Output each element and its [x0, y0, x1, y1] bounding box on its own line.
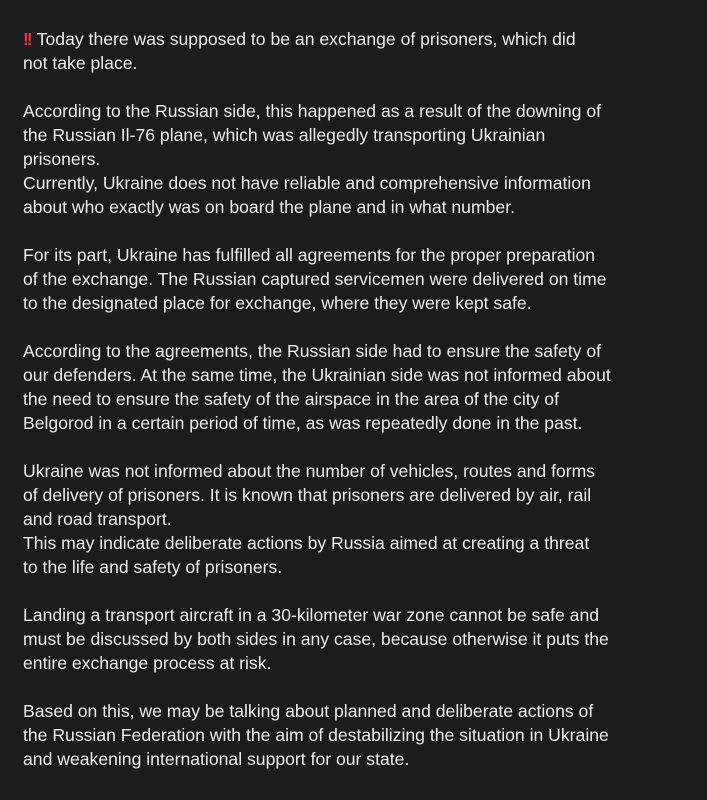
- double-exclamation-icon: !!: [23, 29, 31, 49]
- text-line: and weakening international support for our state.: [23, 749, 410, 769]
- text-line: Based on this, we may be talking about planned and deliberate actions of: [23, 701, 594, 721]
- text-line: of the exchange. The Russian captured servicemen were delivered on time: [23, 269, 607, 289]
- text-line: According to the agreements, the Russian side had to ensure the safety of: [23, 341, 602, 361]
- text-line: and road transport.: [23, 509, 172, 529]
- text-line: of delivery of prisoners. It is known that prisoners are delivered by air, rail: [23, 485, 592, 505]
- paragraph-7: [23, 699, 687, 771]
- paragraph-2: [23, 99, 687, 219]
- paragraph-3: [23, 243, 687, 315]
- text-line: For its part, Ukraine has fulfilled all agreements for the proper preparation: [23, 245, 596, 265]
- text-line: not take place.: [23, 53, 138, 73]
- text-line: This may indicate deliberate actions by Russia aimed at creating a threat: [23, 533, 590, 553]
- text-line: the Russian Federation with the aim of destabilizing the situation in Ukraine: [23, 725, 609, 745]
- text-line: Landing a transport aircraft in a 30-kilometer war zone cannot be safe and: [23, 605, 600, 625]
- text-line: the need to ensure the safety of the airspace in the area of the city of: [23, 389, 559, 409]
- text-line: about who exactly was on board the plane and in what number.: [23, 197, 515, 217]
- paragraph-1: [23, 27, 687, 75]
- paragraph-6: [23, 603, 687, 675]
- paragraph-4: [23, 339, 687, 435]
- text-line: the Russian Il-76 plane, which was allegedly transporting Ukrainian: [23, 125, 546, 145]
- text-line: prisoners.: [23, 149, 101, 169]
- paragraph-5: [23, 459, 687, 579]
- text-line: must be discussed by both sides in any case, because otherwise it puts the: [23, 629, 609, 649]
- text-line: Belgorod in a certain period of time, as was repeatedly done in the past.: [23, 413, 583, 433]
- text-line: According to the Russian side, this happened as a result of the downing of: [23, 101, 602, 121]
- text-line: entire exchange process at risk.: [23, 653, 272, 673]
- text-line: to the designated place for exchange, where they were kept safe.: [23, 293, 532, 313]
- text-line: Currently, Ukraine does not have reliable and comprehensive information: [23, 173, 591, 193]
- text-line: our defenders. At the same time, the Ukrainian side was not informed about: [23, 365, 611, 385]
- text-line: !! Today there was supposed to be an exchange of prisoners, which did: [23, 29, 576, 49]
- text-line: Ukraine was not informed about the number of vehicles, routes and forms: [23, 461, 596, 481]
- text-line: to the life and safety of prisoners.: [23, 557, 283, 577]
